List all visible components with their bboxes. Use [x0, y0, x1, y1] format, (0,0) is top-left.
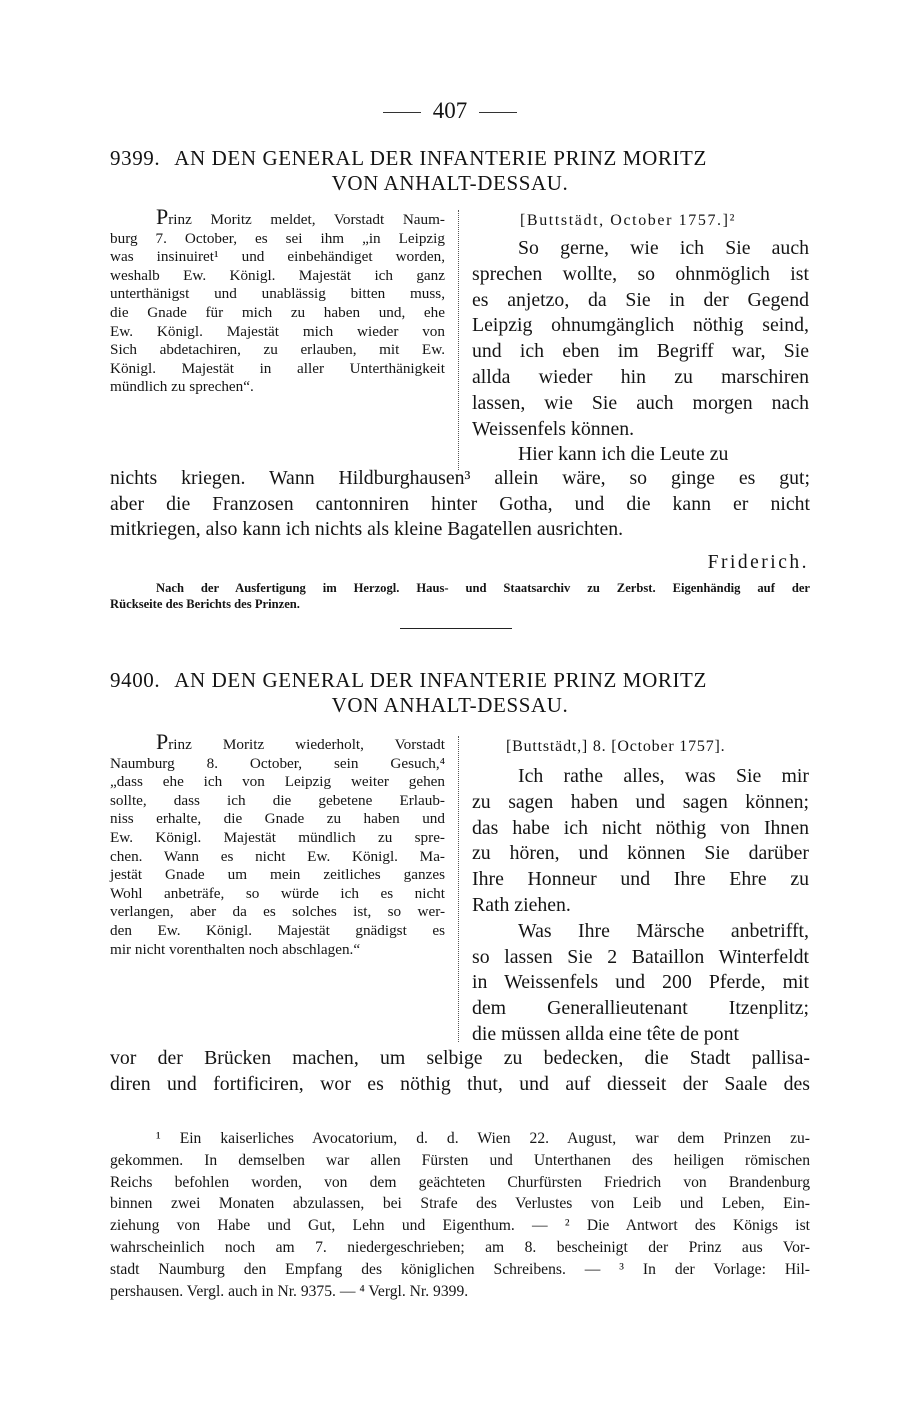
- text-line: unterthänigst und unablässig bitten muss,: [110, 285, 445, 303]
- text-line: so lassen Sie 2 Bataillon Winterfeldt: [472, 945, 809, 968]
- text-line: es anjetzo, da Sie in der Gegend: [472, 288, 809, 311]
- text-line: Ich rathe alles, was Sie mir: [518, 765, 809, 787]
- text-line: nichts kriegen. Wann Hildburghausen³ allein wäre, so ginge es gut;: [110, 467, 810, 489]
- text-line: Leipzig ohnumgänglich nöthig seind,: [472, 314, 809, 337]
- summary-text: [110, 204, 445, 397]
- text-line: aber die Franzosen cantonniren hinter Gotha, und die kann er nicht: [110, 492, 810, 515]
- source-note-text: [110, 580, 810, 612]
- doc-9399-summary: [110, 204, 445, 397]
- signature: Friderich.: [707, 552, 809, 573]
- doc-9399-heading: [110, 146, 810, 170]
- text-line: mündlich zu sprechen“.: [110, 378, 254, 396]
- text-line: Rath ziehen.: [472, 893, 571, 916]
- text-line: Ihre Honneur und Ihre Ehre zu: [472, 868, 809, 891]
- text-line: zu hören, und können Sie darüber: [472, 842, 809, 865]
- doc-9399-letter-column: [472, 236, 809, 468]
- doc-title-line1: AN DEN GENERAL DER INFANTERIE PRINZ MORITZ: [174, 146, 707, 170]
- text-line: weshalb Ew. Königl. Majestät ich ganz: [110, 266, 445, 284]
- text-line: gekommen. In demselben war allen Fürsten und Unterthanen des heiligen römischen: [110, 1151, 810, 1169]
- text-line: Rückseite des Berichts des Prinzen.: [110, 597, 300, 611]
- dateline: [Buttstädt,] 8. [October 1757].: [506, 738, 726, 755]
- text-line: lassen, wie Sie auch morgen nach: [472, 391, 809, 414]
- text-line: das habe ich nicht nöthig von Ihnen: [472, 816, 809, 839]
- text-line: Reichs befohlen worden, von dem geächteten Churfürsten Friedrich von Brandenburg: [110, 1173, 810, 1191]
- doc-9400-letter-column: [472, 764, 809, 1048]
- initial-letter: P: [156, 729, 169, 754]
- text-line: Nach der Ausfertigung im Herzogl. Haus- und Staatsarchiv zu Zerbst. Eigenhändig auf der: [156, 581, 810, 595]
- text-line: So gerne, wie ich Sie auch: [518, 237, 809, 259]
- text-line: Was Ihre Märsche anbetrifft,: [518, 919, 809, 942]
- text-line: chen. Wann es nicht Ew. Königl. Ma-: [110, 847, 445, 865]
- text-line: Ew. Königl. Majestät mündlich zu spre-: [110, 828, 445, 846]
- text-line: die Gnade für mich zu haben und, ehe: [110, 303, 445, 321]
- source-note: [110, 580, 810, 612]
- text-line: mir nicht vorenthalten noch abschlagen.“: [110, 940, 361, 958]
- right-rule: [479, 112, 517, 113]
- text-line: ziehung von Habe und Gut, Lehn und Eigenthum. — ² Die Antwort des Königs ist: [110, 1217, 810, 1235]
- text-line: dem Generallieutenant Itzenplitz;: [472, 997, 809, 1020]
- text-line: stadt Naumburg den Empfang des königlichen Schreibens. — ³ In der Vorlage: Hil-: [110, 1260, 810, 1278]
- text-line: was insinuiret¹ und einbehändiget worden,: [110, 248, 445, 266]
- doc-9399-letter-continued: [110, 466, 810, 543]
- page-number-header: [0, 98, 900, 124]
- dateline: [Buttstädt, October 1757.]²: [520, 212, 736, 229]
- doc-number: 9399.: [110, 146, 161, 170]
- initial-letter: P: [156, 204, 169, 229]
- text-line-rest: rinz Moritz wiederholt, Vorstadt: [168, 736, 445, 753]
- doc-9400-letter-continued: [110, 1046, 810, 1097]
- letter-text: [472, 764, 809, 1048]
- text-line: Ew. Königl. Majestät mich wieder von: [110, 322, 445, 340]
- footnotes: [110, 1128, 810, 1302]
- text-line: und ich eben im Begriff war, Sie: [472, 340, 809, 363]
- text-line: ¹ Ein kaiserliches Avocatorium, d. d. Wien 22. August, war dem Prinzen zu-: [156, 1130, 810, 1147]
- text-line: sprechen wollte, so ohnmöglich ist: [472, 262, 809, 285]
- text-line: niss erhalte, die Gnade zu haben und: [110, 810, 445, 828]
- text-line: sollte, dass ich die gebetene Erlaub-: [110, 791, 445, 809]
- text-line: Sich abdetachiren, zu erlauben, mit Ew.: [110, 341, 445, 359]
- doc-9400-heading: [110, 668, 810, 692]
- column-divider: [458, 736, 459, 1042]
- text-line: Königl. Majestät in aller Unterthänigkeit: [110, 359, 445, 377]
- text-line: verlangen, aber da es solches ist, so wer-: [110, 903, 445, 921]
- text-line: wahrscheinlich noch am 7. niedergeschrieben; am 8. bescheinigt der Prinz aus Vor-: [110, 1238, 810, 1256]
- text-line: jestät Gnade um mein zeitliches ganzes: [110, 866, 445, 884]
- text-line: Wohl anbeträfe, so würde ich es nicht: [110, 884, 445, 902]
- text-line-rest: rinz Moritz meldet, Vorstadt Naum-: [168, 211, 445, 228]
- summary-text: [110, 729, 445, 959]
- text-line: zu sagen haben und sagen können;: [472, 790, 809, 813]
- footnotes-text: [110, 1128, 810, 1302]
- letter-text-continued: [110, 1046, 810, 1097]
- text-line: den Ew. Königl. Majestät gnädigst es: [110, 921, 445, 939]
- column-divider: [458, 210, 459, 470]
- text-line: pershausen. Vergl. auch in Nr. 9375. — ⁴ Vergl. Nr. 9399.: [110, 1282, 469, 1300]
- text-line: „dass ehe ich von Leipzig weiter gehen: [110, 773, 445, 791]
- text-line: in Weissenfels und 200 Pferde, mit: [472, 971, 809, 994]
- doc-number: 9400.: [110, 668, 161, 692]
- text-line: Weissenfels können.: [472, 417, 635, 440]
- text-line: [110, 204, 445, 230]
- letter-text-continued: [110, 466, 810, 543]
- text-line: Naumburg 8. October, sein Gesuch,⁴: [110, 754, 445, 772]
- text-line: binnen zwei Monaten abzulassen, bei Strafe des Verlustes von Leib und Leben, Ein-: [110, 1195, 810, 1213]
- text-line: allda wieder hin zu marschiren: [472, 365, 809, 388]
- doc-title-line2: VON ANHALT-DESSAU.: [331, 171, 569, 195]
- text-line: [110, 729, 445, 755]
- text-line: mitkriegen, also kann ich nichts als kleine Bagatellen ausrichten.: [110, 518, 624, 541]
- text-line: Hier kann ich die Leute zu: [518, 443, 729, 466]
- text-line: vor der Brücken machen, um selbige zu bedecken, die Stadt pallisa-: [110, 1047, 810, 1069]
- section-divider: [400, 628, 512, 629]
- text-line: burg 7. October, es sei ihm „in Leipzig: [110, 229, 445, 247]
- text-line: die müssen allda eine tête de pont: [472, 1022, 739, 1045]
- doc-9400-summary: [110, 729, 445, 959]
- doc-title-line2: VON ANHALT-DESSAU.: [331, 693, 569, 717]
- text-line: diren und fortificiren, wor es nöthig thut, und auf diesseit der Saale des: [110, 1072, 810, 1095]
- doc-title-line1: AN DEN GENERAL DER INFANTERIE PRINZ MORITZ: [174, 668, 707, 692]
- page-number: 407: [432, 98, 468, 123]
- left-rule: [383, 112, 421, 113]
- letter-text: [472, 236, 809, 468]
